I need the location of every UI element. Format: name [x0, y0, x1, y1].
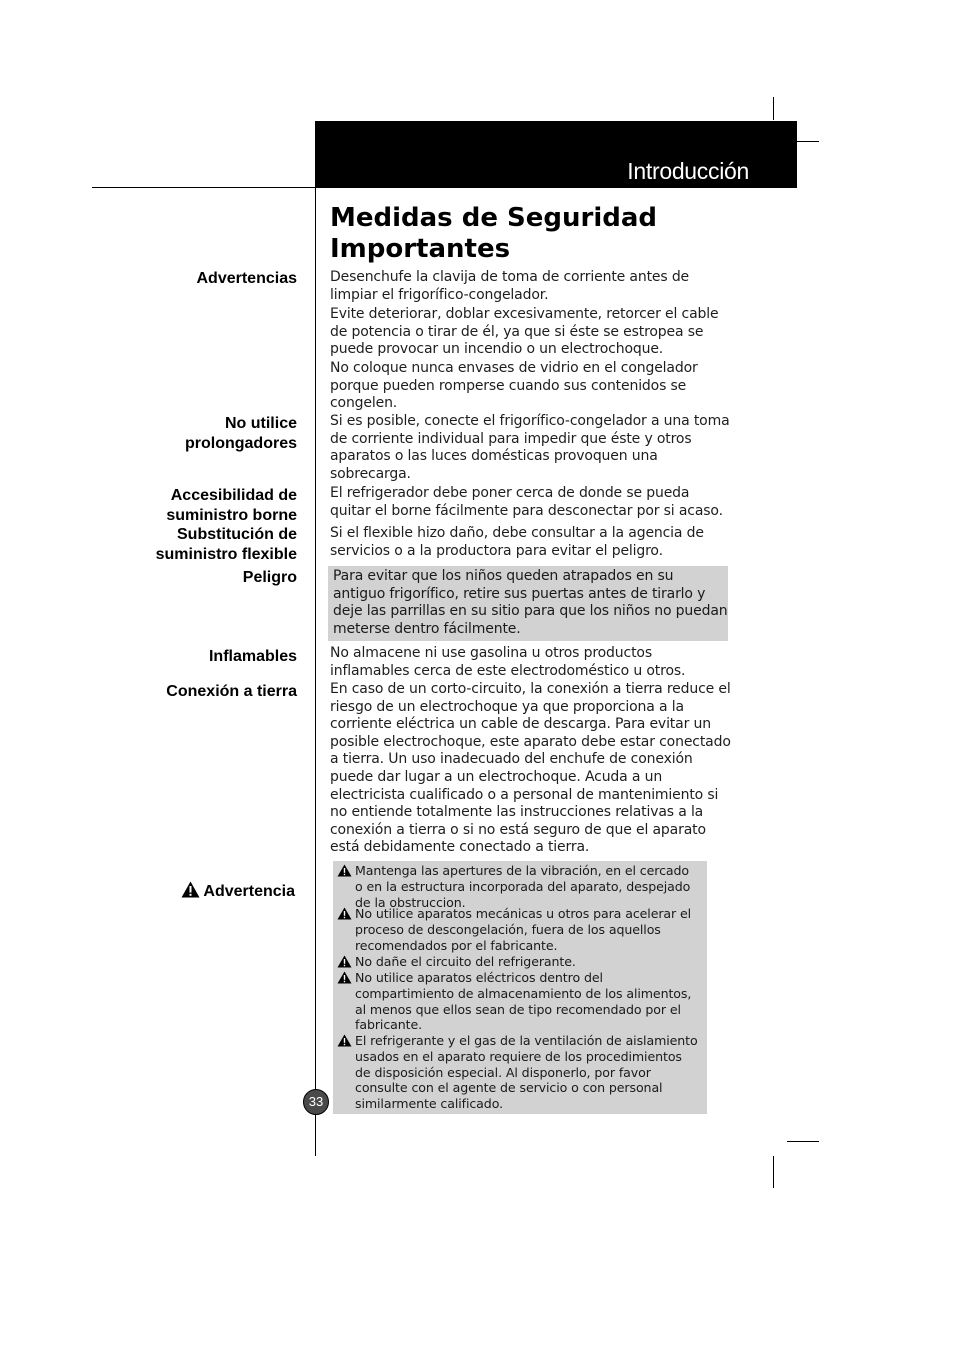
column-divider [315, 121, 316, 1156]
page-title [330, 203, 750, 265]
warning-box [333, 861, 707, 1114]
warning-item [337, 954, 699, 970]
warning-triangle-icon [181, 881, 200, 898]
warning-triangle-icon [337, 864, 352, 877]
label-substitucion: Substitución de suministro flexible [155, 526, 297, 563]
warning-text: No utilice aparatos mecánicas u otros para acelerar el proceso de descongelación, fuera de los aquellos recomendados por el fabricante. [355, 906, 692, 953]
page-number: 33 [303, 1089, 329, 1115]
divider [92, 187, 316, 188]
paragraph: No almacene ni use gasolina u otros productos inflamables cerca de este electrodoméstico u otros. [330, 645, 686, 679]
label-advertencia [181, 861, 295, 902]
warning-triangle-icon [337, 1034, 352, 1047]
paragraph: Si es posible, conecte el frigorífico-congelador a una toma de corriente individual para impedir que éste y otros aparatos o las luces domésticas provoquen una sobrecarga. [330, 413, 730, 482]
label-accesibilidad: Accesibilidad de suministro borne [166, 487, 297, 524]
warning-text: Mantenga las apertures de la vibración, en el cercado o en la estructura incorporada del aparato, despejado de la obstruccion. [355, 863, 691, 910]
label-conexion: Conexión a tierra [166, 683, 297, 700]
title-line-1: Medidas de Seguridad [330, 203, 657, 233]
warning-item [337, 1033, 699, 1112]
section-header [316, 121, 797, 188]
warning-text: No utilice aparatos eléctricos dentro del compartimiento de almacenamiento de los alimentos, al menos que ellos sean de tipo recomendado por el fabricante. [355, 970, 692, 1033]
warning-triangle-icon [337, 971, 352, 984]
warning-item [337, 970, 699, 1033]
warning-item [337, 906, 699, 953]
warning-triangle-icon [337, 955, 352, 968]
warning-text: No dañe el circuito del refrigerante. [355, 954, 576, 969]
paragraph: En caso de un corto-circuito, la conexión a tierra reduce el riesgo de un electrochoque ya que proporciona a la corriente eléctrica un cable de descarga. Para evitar un posible electrochoque, este aparato debe estar conectado a tierra. Un uso inadecuado del enchufe de conexión puede dar lugar a un electrochoque. Acuda a un electricista cualificado o a personal de mantenimiento si no entiende totalmente las instrucciones relativas a la conexión a tierra o si no está seguro de que el aparato está debidamente conectado a tierra. [330, 681, 731, 856]
label-no-utilice: No utilice prolongadores [184, 415, 297, 452]
paragraph: No coloque nunca envases de vidrio en el congelador porque pueden romperse cuando sus contenidos se congelen. [330, 360, 698, 412]
paragraph: Si el flexible hizo daño, debe consultar a la agencia de servicios o a la productora para evitar el peligro. [330, 525, 704, 559]
paragraph: El refrigerador debe poner cerca de donde se pueda quitar el borne fácilmente para desconectar por si acaso. [330, 485, 723, 519]
label-peligro: Peligro [242, 569, 297, 586]
paragraph: Desenchufe la clavija de toma de corriente antes de limpiar el frigorífico-congelador. [330, 269, 690, 303]
label-inflamables: Inflamables [208, 648, 297, 665]
warning-triangle-icon [337, 907, 352, 920]
crop-mark [773, 97, 774, 120]
warning-text: El refrigerante y el gas de la ventilación de aislamiento usados en el aparato requiere de los procedimientos de disposición especial. Al disponerlo, por favor consulte con el agente de servicio o con personal similarmente calificado. [355, 1033, 698, 1112]
danger-notice: Para evitar que los niños queden atrapados en su antiguo frigorífico, retire sus puertas antes de tirarlo y deje las parrillas en su sitio para que los niños no puedan meterse dentro fácilmente. [328, 566, 728, 641]
section-title: Introducción [627, 158, 749, 184]
label-advertencias: Advertencias [196, 270, 297, 287]
crop-mark [797, 141, 819, 142]
title-line-2: Importantes [330, 234, 511, 264]
warning-item [337, 863, 699, 910]
label-advertencia-text: Advertencia [203, 883, 295, 900]
crop-mark [773, 1156, 774, 1188]
paragraph: Evite deteriorar, doblar excesivamente, retorcer el cable de potencia o tirar de él, ya que si éste se estropea se puede provocar un incendio o un electrochoque. [330, 306, 719, 358]
crop-mark [787, 1141, 819, 1142]
